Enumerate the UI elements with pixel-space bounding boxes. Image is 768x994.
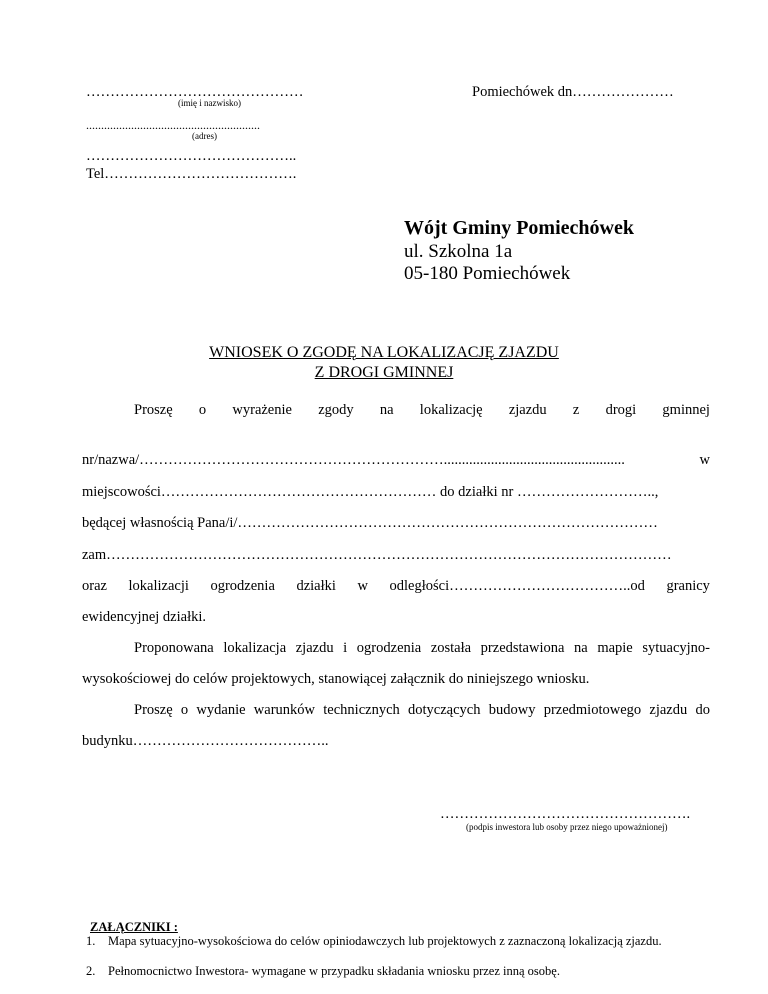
road-name-field: nr/nazwa/……………………………………………………….................................................. bbox=[82, 452, 625, 468]
word: w bbox=[357, 578, 368, 594]
paragraph-location: Proponowana lokalizacja zjazdu i ogrodzenia została przedstawiona na mapie sytuacyjno-wysokościowej do celów projektowych, stanowiącej załącznik do niniejszego wniosku. bbox=[82, 640, 710, 687]
place-date: Pomiechówek dn………………… bbox=[472, 84, 674, 100]
paragraph-request: Proszę o wydanie warunków technicznych dotyczących budowy przedmiotowego zjazdu do budynku………………………………….. bbox=[82, 702, 710, 749]
word: granicy bbox=[666, 578, 710, 594]
owner-line: będącej własnością Pana/i/…………………………………………………………………………… bbox=[82, 515, 658, 531]
word: zjazdu bbox=[508, 402, 547, 418]
word: zgody bbox=[318, 402, 354, 418]
attachment-item: Pełnomocnictwo Inwestora- wymagane w przypadku składania wniosku przez inną osobę. bbox=[108, 964, 560, 978]
name-dotted-line: ……………………………………… bbox=[86, 84, 304, 100]
word: działki bbox=[296, 578, 336, 594]
word: w bbox=[699, 452, 710, 468]
word: drogi bbox=[605, 402, 637, 418]
address-caption: (adres) bbox=[192, 131, 217, 141]
attachment-item: Mapa sytuacyjno-wysokościowa do celów opiniodawczych lub projektowych z zaznaczoną lokalizacją zjazdu. bbox=[108, 934, 662, 948]
signature-caption: (podpis inwestora lub osoby przez niego upoważnionej) bbox=[466, 822, 668, 832]
word: na bbox=[379, 402, 394, 418]
recipient-name: Wójt Gminy Pomiechówek bbox=[404, 217, 634, 239]
word: z bbox=[572, 402, 580, 418]
signature-line: ……………………………………………. bbox=[440, 806, 691, 822]
word: o bbox=[198, 402, 207, 418]
body-row-1 bbox=[134, 402, 710, 419]
document-title-line2: Z DROGI GMINNEJ bbox=[314, 364, 454, 381]
document-title-line1: WNIOSEK O ZGODĘ NA LOKALIZACJĘ ZJAZDU bbox=[209, 344, 559, 361]
recipient-city: 05-180 Pomiechówek bbox=[404, 263, 571, 284]
address-dotted-line: .......................................................... bbox=[86, 118, 260, 132]
attachments-title: ZAŁĄCZNIKI : bbox=[90, 920, 178, 934]
body-row-7: ewidencyjnej działki. bbox=[82, 609, 207, 625]
attachment-number: 1. bbox=[86, 934, 96, 948]
word: gminnej bbox=[662, 402, 710, 418]
word: lokalizacji bbox=[128, 578, 189, 594]
body-row-6 bbox=[82, 578, 710, 595]
word: Proszę bbox=[134, 402, 173, 418]
word: ogrodzenia bbox=[210, 578, 275, 594]
word: odległości………………………………..od bbox=[389, 578, 645, 594]
locality-plot-line: miejscowości………………………………………………… do działki nr ……………………….., bbox=[82, 484, 659, 500]
body-row-2 bbox=[82, 452, 710, 469]
attachment-number: 2. bbox=[86, 964, 96, 978]
extra-dotted-line: …………………………………….. bbox=[86, 148, 297, 164]
tel-line: Tel…………………………………. bbox=[86, 166, 297, 182]
word: lokalizację bbox=[419, 402, 483, 418]
word: wyrażenie bbox=[232, 402, 292, 418]
recipient-street: ul. Szkolna 1a bbox=[404, 241, 513, 262]
name-caption: (imię i nazwisko) bbox=[178, 98, 241, 108]
residence-line: zam……………………………………………………………………………………………………… bbox=[82, 547, 672, 563]
word: oraz bbox=[82, 578, 107, 594]
